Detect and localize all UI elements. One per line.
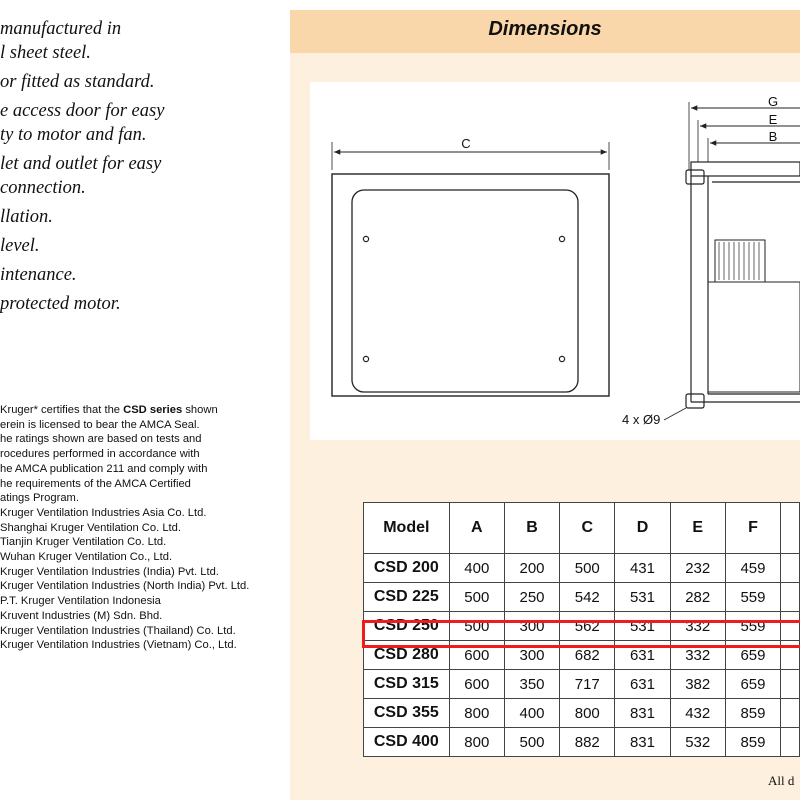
value-cell: 232 <box>670 554 725 583</box>
panel-header <box>290 10 800 53</box>
table-row <box>364 728 800 757</box>
value-cell: 542 <box>560 583 615 612</box>
cut-cell <box>781 670 800 699</box>
table-row <box>364 699 800 728</box>
feature-line: or fitted as standard. <box>0 72 155 92</box>
model-cell: CSD 315 <box>364 670 450 699</box>
cut-cell <box>781 554 800 583</box>
header-e: E <box>670 503 725 554</box>
header-c: C <box>560 503 615 554</box>
value-cell: 559 <box>725 583 780 612</box>
feature-line: e access door for easy <box>0 101 165 121</box>
feature-line: llation. <box>0 207 53 227</box>
value-cell: 400 <box>449 554 504 583</box>
company-line: Shanghai Kruger Ventilation Co. Ltd. <box>0 521 181 534</box>
feature-line: ty to motor and fan. <box>0 125 147 145</box>
model-cell: CSD 225 <box>364 583 450 612</box>
value-cell: 459 <box>725 554 780 583</box>
cert-line: atings Program. <box>0 492 79 505</box>
value-cell: 332 <box>670 612 725 641</box>
value-cell: 800 <box>560 699 615 728</box>
value-cell: 431 <box>615 554 670 583</box>
table-row <box>364 554 800 583</box>
model-cell: CSD 400 <box>364 728 450 757</box>
dimension-label-g: G <box>767 94 779 109</box>
value-cell: 831 <box>615 699 670 728</box>
value-cell: 859 <box>725 728 780 757</box>
cut-cell <box>781 728 800 757</box>
value-cell: 300 <box>504 612 559 641</box>
value-cell: 717 <box>560 670 615 699</box>
mounting-holes-label: 4 x Ø9 <box>622 412 661 427</box>
value-cell: 200 <box>504 554 559 583</box>
value-cell: 500 <box>449 583 504 612</box>
front-view <box>332 142 609 396</box>
value-cell: 300 <box>504 641 559 670</box>
value-cell: 882 <box>560 728 615 757</box>
value-cell: 659 <box>725 641 780 670</box>
value-cell: 500 <box>560 554 615 583</box>
value-cell: 432 <box>670 699 725 728</box>
value-cell: 500 <box>449 612 504 641</box>
cert-series-name: CSD series <box>123 404 183 416</box>
company-line: Kruger Ventilation Industries Asia Co. Ltd. <box>0 506 207 519</box>
feature-line: intenance. <box>0 265 77 285</box>
cert-line: rocedures performed in accordance with <box>0 448 200 461</box>
value-cell: 682 <box>560 641 615 670</box>
value-cell: 559 <box>725 612 780 641</box>
side-view <box>664 102 800 420</box>
value-cell: 250 <box>504 583 559 612</box>
company-line: P.T. Kruger Ventilation Indonesia <box>0 595 161 608</box>
cert-line: erein is licensed to bear the AMCA Seal. <box>0 418 200 431</box>
header-f: F <box>725 503 780 554</box>
value-cell: 831 <box>615 728 670 757</box>
value-cell: 800 <box>449 699 504 728</box>
header-b: B <box>504 503 559 554</box>
value-cell: 532 <box>670 728 725 757</box>
value-cell: 332 <box>670 641 725 670</box>
header-model: Model <box>364 503 450 554</box>
cert-line: he ratings shown are based on tests and <box>0 433 202 446</box>
company-line: Kruger Ventilation Industries (India) Pvt. Ltd. <box>0 565 219 578</box>
cert-intro-start: Kruger* certifies that the <box>0 404 124 416</box>
panel-title: Dimensions <box>488 18 602 40</box>
cut-cell <box>781 699 800 728</box>
value-cell: 631 <box>615 641 670 670</box>
drawing-svg <box>310 82 800 440</box>
feature-line: protected motor. <box>0 294 121 314</box>
company-line: Kruger Ventilation Industries (Vietnam) Co., Ltd. <box>0 639 237 652</box>
value-cell: 500 <box>504 728 559 757</box>
value-cell: 350 <box>504 670 559 699</box>
value-cell: 531 <box>615 583 670 612</box>
company-line: Kruger Ventilation Industries (North India) Pvt. Ltd. <box>0 580 250 593</box>
cut-cell <box>781 583 800 612</box>
model-cell: CSD 200 <box>364 554 450 583</box>
feature-line: manufactured in <box>0 19 122 39</box>
value-cell: 659 <box>725 670 780 699</box>
value-cell: 400 <box>504 699 559 728</box>
left-column <box>0 0 290 800</box>
value-cell: 859 <box>725 699 780 728</box>
value-cell: 282 <box>670 583 725 612</box>
header-a: A <box>449 503 504 554</box>
table-row <box>364 583 800 612</box>
company-line: Kruger Ventilation Industries (Thailand) Co. Ltd. <box>0 624 236 637</box>
technical-drawing <box>310 82 800 440</box>
value-cell: 600 <box>449 670 504 699</box>
value-cell: 562 <box>560 612 615 641</box>
model-cell: CSD 250 <box>364 612 450 641</box>
cert-intro <box>0 403 249 418</box>
value-cell: 631 <box>615 670 670 699</box>
value-cell: 531 <box>615 612 670 641</box>
footnote: All d <box>768 773 795 788</box>
cert-intro-end: shown <box>182 404 218 416</box>
header-d: D <box>615 503 670 554</box>
highlight-box <box>362 620 800 648</box>
dimension-label-e: E <box>768 112 778 127</box>
cert-line: he requirements of the AMCA Certified <box>0 477 191 490</box>
company-line: Kruvent Industries (M) Sdn. Bhd. <box>0 609 163 622</box>
company-line: Wuhan Kruger Ventilation Co., Ltd. <box>0 551 173 564</box>
dimension-label-b: B <box>768 129 778 144</box>
feature-line: connection. <box>0 178 86 198</box>
value-cell: 382 <box>670 670 725 699</box>
feature-line: l sheet steel. <box>0 43 91 63</box>
header-cut <box>781 503 800 554</box>
company-line: Tianjin Kruger Ventilation Co. Ltd. <box>0 536 167 549</box>
cert-line: he AMCA publication 211 and comply with <box>0 462 208 475</box>
value-cell: 800 <box>449 728 504 757</box>
model-cell: CSD 280 <box>364 641 450 670</box>
dimension-label-c: C <box>461 136 471 151</box>
certification-text <box>0 403 249 653</box>
table-header-row <box>364 503 800 554</box>
model-cell: CSD 355 <box>364 699 450 728</box>
value-cell: 600 <box>449 641 504 670</box>
feature-line: level. <box>0 236 40 256</box>
feature-line: let and outlet for easy <box>0 154 162 174</box>
table-row <box>364 670 800 699</box>
